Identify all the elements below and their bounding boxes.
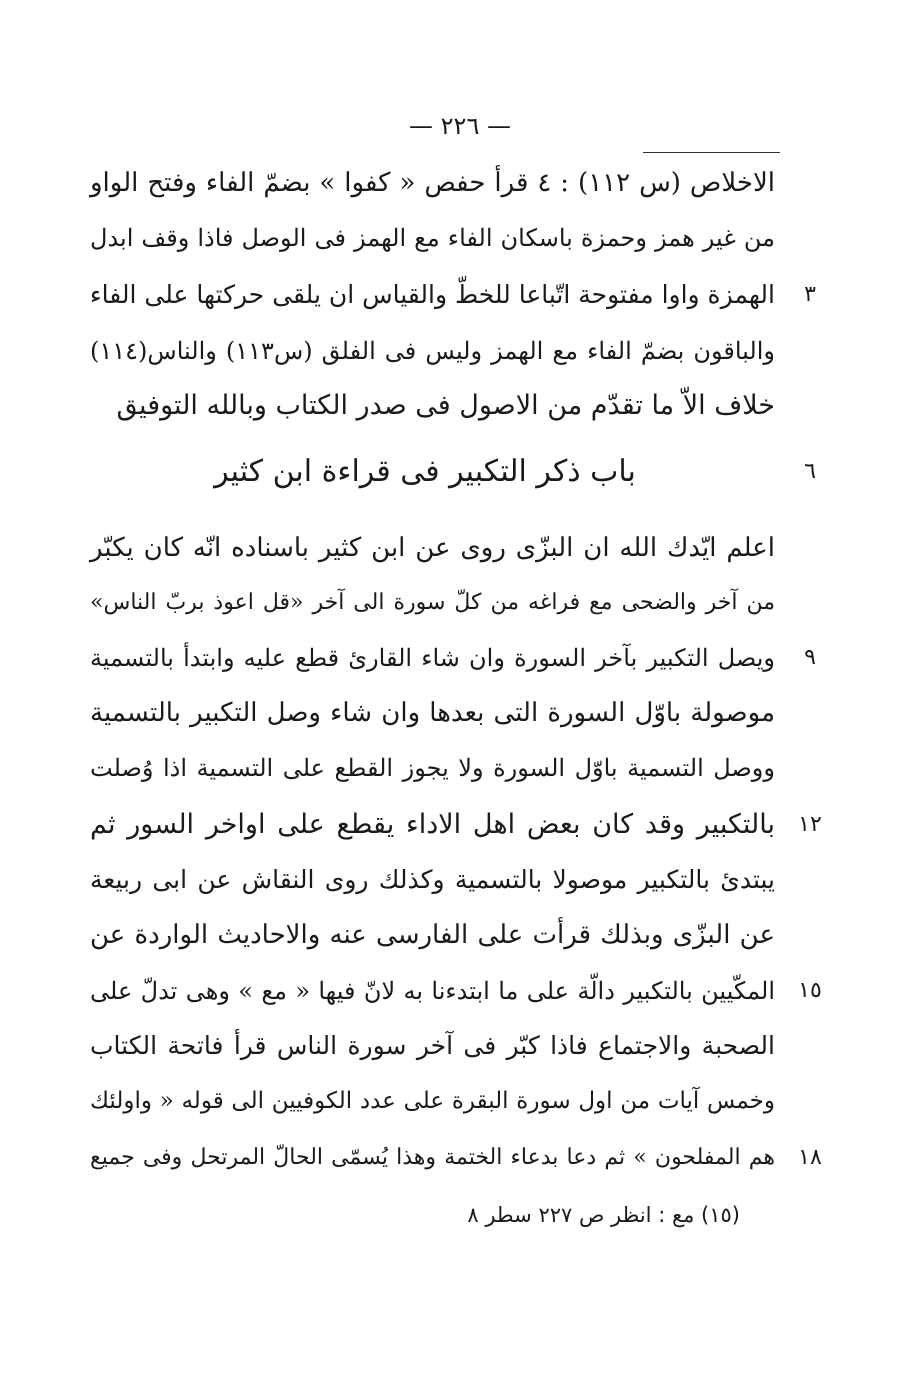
footnote: (١٥) مع : انظر ص ٢٢٧ سطر ٨ (467, 1203, 740, 1227)
text-line: الهمزة واوا مفتوحة اتّباعا للخطّ والقياس ان يلقى حركتها على الفاء (89, 280, 775, 309)
text-line: بالتكبير وقد كان بعض اهل الاداء يقطع على اواخر السور ثم (90, 809, 775, 840)
text-line: من آخر والضحى مع فراغه من كلّ سورة الى آخر «قل اعوذ بربّ الناس» (90, 590, 775, 615)
line-number: ١٥ (798, 978, 822, 1003)
text-line: وخمس آيات من اول سورة البقرة على عدد الكوفيين الى قوله « واولئك (90, 1088, 775, 1114)
text-line: الصحبة والاجتماع فاذا كبّر فى آخر سورة الناس قرأ فاتحة الكتاب (90, 1031, 775, 1060)
section-heading: باب ذكر التكبير فى قراءة ابن كثير (214, 454, 636, 489)
text-line: اعلم ايّدك الله ان البزّى روى عن ابن كثير باسناده انّه كان يكبّر (90, 533, 775, 563)
page-number: ٢٢٦ (440, 112, 480, 140)
dash-right: — (409, 112, 434, 140)
page-number-header (380, 112, 540, 140)
text-line: المكّيين بالتكبير دالّة على ما ابتدءنا به لانّ فيها « مع » وهى تدلّ على (90, 977, 775, 1005)
text-line: والباقون بضمّ الفاء مع الهمز وليس فى الفلق (س١١٣) والناس(١١٤) (90, 337, 775, 365)
text-line: الاخلاص (س ١١٢) : ٤ قرأ حفص « كفوا » بضمّ الفاء وفتح الواو (90, 168, 775, 198)
text-line: من غير همز وحمزة باسكان الفاء مع الهمز فى الوصل فاذا وقف ابدل (90, 224, 775, 252)
text-line: موصولة باوّل السورة التى بعدها وان شاء وصل التكبير بالتسمية (90, 698, 775, 728)
text-line: هم المفلحون » ثم دعا بدعاء الختمة وهذا يُسمّى الحالّ المرتحل وفى جميع (90, 1145, 775, 1170)
text-line: ووصل التسمية باوّل السورة ولا يجوز القطع على التسمية اذا وُصلت (90, 754, 775, 782)
line-number: ١٢ (798, 812, 822, 837)
line-number: ٦ (804, 459, 816, 484)
line-number: ١٨ (798, 1145, 822, 1170)
text-line: خلاف الاّ ما تقدّم من الاصول فى صدر الكتاب وبالله التوفيق (116, 390, 775, 421)
line-number: ٣ (804, 282, 816, 307)
text-line: ويصل التكبير بآخر السورة وان شاء القارئ قطع عليه وابتدأ بالتسمية (90, 644, 775, 672)
text-line: يبتدئ بالتكبير موصولا بالتسمية وكذلك روى النقاش عن ابى ربيعة (90, 865, 775, 894)
dash-left: — (486, 112, 511, 140)
line-number: ٩ (804, 645, 816, 670)
text-line: عن البزّى وبذلك قرأت على الفارسى عنه والاحاديث الواردة عن (90, 920, 775, 950)
